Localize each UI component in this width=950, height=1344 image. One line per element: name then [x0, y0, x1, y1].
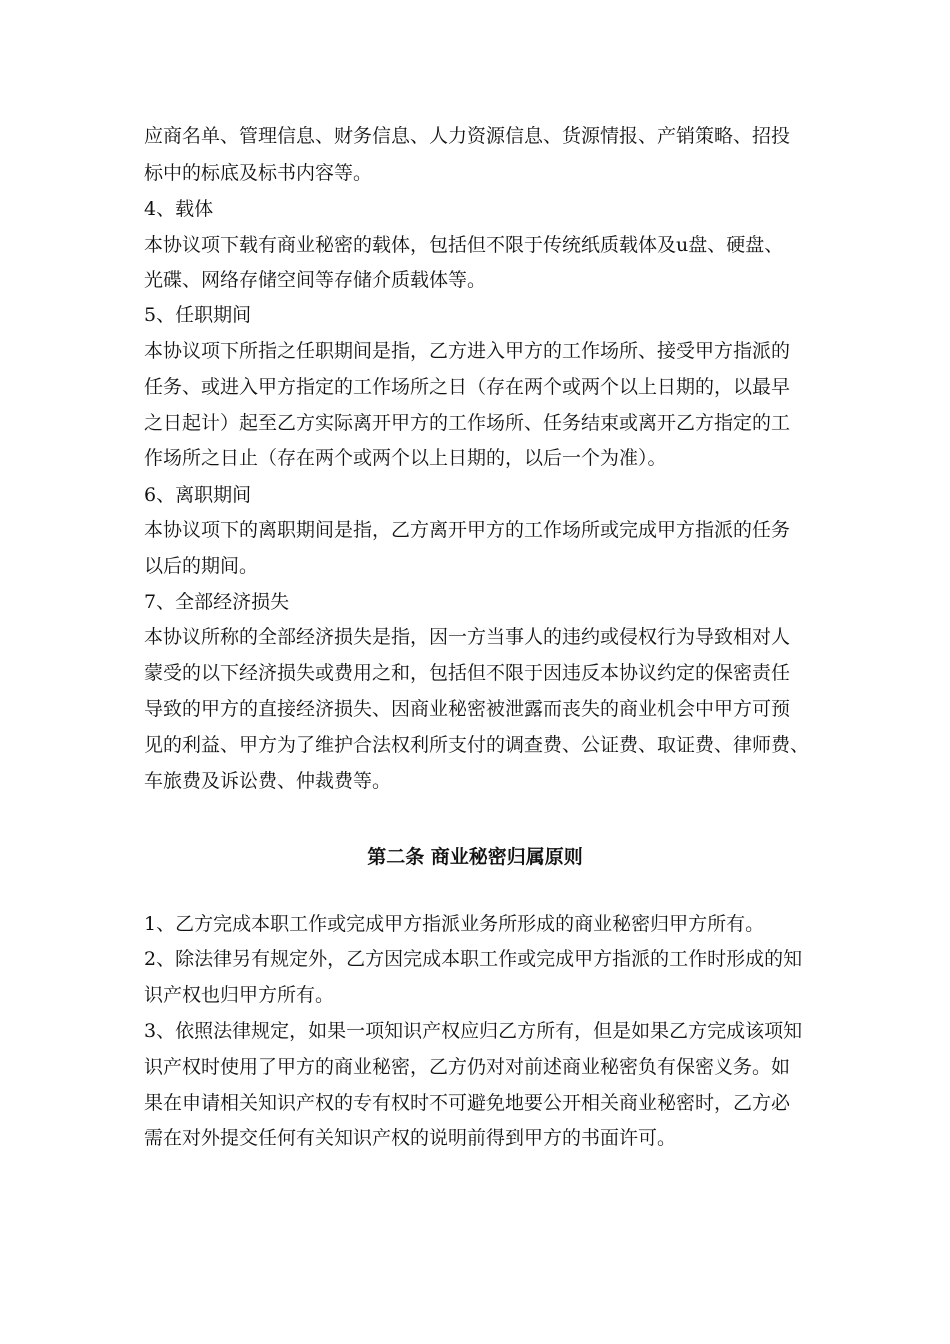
article-2-heading: 第二条 商业秘密归属原则	[367, 846, 583, 868]
body-line: 本协议项下载有商业秘密的载体，包括但不限于传统纸质载体及u盘、硬盘、	[144, 234, 784, 256]
body-line: 任务、或进入甲方指定的工作场所之日（存在两个或两个以上日期的，以最早	[144, 376, 791, 398]
item-7-title: 7、全部经济损失	[144, 591, 290, 613]
body-line: 本协议项下所指之任职期间是指，乙方进入甲方的工作场所、接受甲方指派的	[144, 340, 791, 362]
item-6-title: 6、离职期间	[144, 484, 252, 506]
body-line: 导致的甲方的直接经济损失、因商业秘密被泄露而丧失的商业机会中甲方可预	[144, 698, 791, 720]
body-line: 本协议所称的全部经济损失是指，因一方当事人的违约或侵权行为导致相对人	[144, 626, 791, 648]
body-line: 1、乙方完成本职工作或完成甲方指派业务所形成的商业秘密归甲方所有。	[144, 913, 765, 935]
body-line: 作场所之日止（存在两个或两个以上日期的，以后一个为准）。	[144, 447, 667, 469]
body-line: 以后的期间。	[144, 555, 259, 577]
body-line: 见的利益、甲方为了维护合法权利所支付的调查费、公证费、取证费、律师费、	[144, 734, 810, 756]
item-5-title: 5、任职期间	[144, 304, 252, 326]
body-line: 标中的标底及标书内容等。	[144, 162, 373, 184]
body-line: 识产权时使用了甲方的商业秘密，乙方仍对对前述商业秘密负有保密义务。如	[144, 1056, 791, 1078]
body-line: 应商名单、管理信息、财务信息、人力资源信息、货源情报、产销策略、招投	[144, 125, 791, 147]
body-line: 2、除法律另有规定外，乙方因完成本职工作或完成甲方指派的工作时形成的知	[144, 948, 803, 970]
body-line: 之日起计）起至乙方实际离开甲方的工作场所、任务结束或离开乙方指定的工	[144, 412, 791, 434]
body-line: 本协议项下的离职期间是指，乙方离开甲方的工作场所或完成甲方指派的任务	[144, 519, 791, 541]
body-line: 识产权也归甲方所有。	[144, 984, 335, 1006]
body-line: 3、依照法律规定，如果一项知识产权应归乙方所有，但是如果乙方完成该项知	[144, 1020, 803, 1042]
body-line: 需在对外提交任何有关知识产权的说明前得到甲方的书面许可。	[144, 1127, 677, 1149]
body-line: 果在申请相关知识产权的专有权时不可避免地要公开相关商业秘密时，乙方必	[144, 1092, 791, 1114]
body-line: 光碟、网络存储空间等存储介质载体等。	[144, 269, 487, 291]
body-line: 车旅费及诉讼费、仲裁费等。	[144, 770, 392, 792]
item-4-title: 4、载体	[144, 198, 214, 220]
body-line: 蒙受的以下经济损失或费用之和，包括但不限于因违反本协议约定的保密责任	[144, 662, 791, 684]
